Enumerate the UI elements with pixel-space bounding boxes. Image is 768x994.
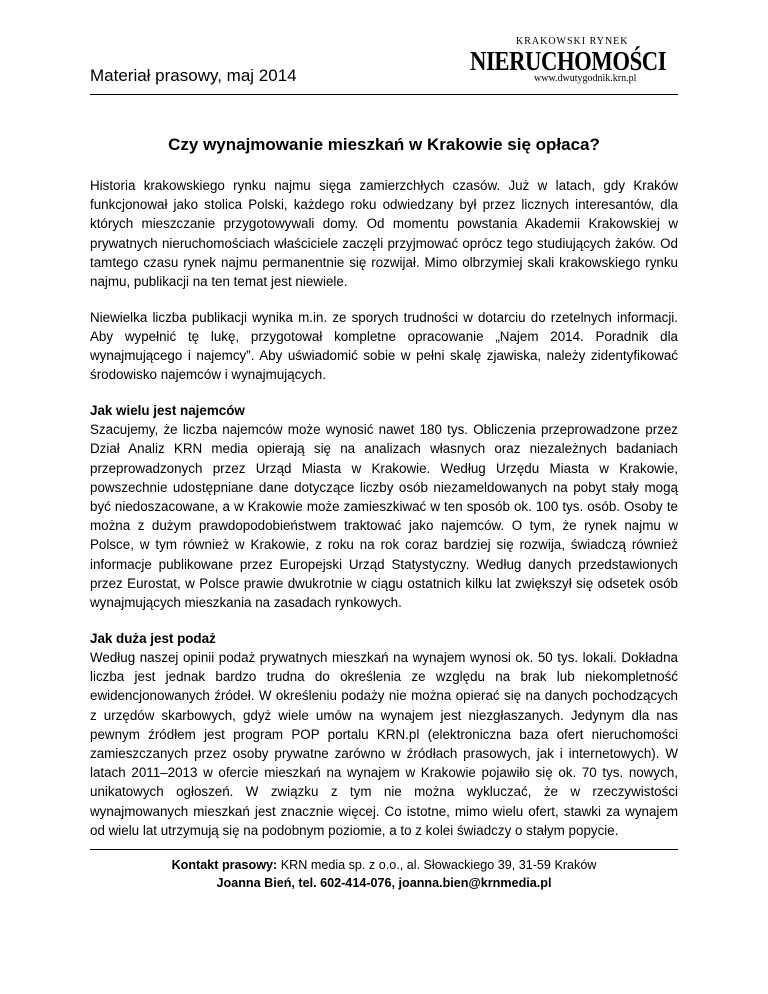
page-header xyxy=(90,36,678,95)
section-heading: Jak wielu jest najemców xyxy=(90,403,245,419)
krn-logo xyxy=(470,36,680,84)
logo-tagline: KRAKOWSKI RYNEK xyxy=(516,36,629,47)
section-text: Według naszej opinii podaż prywatnych mieszkań na wynajem wynosi ok. 50 tys. lokali. Dokładna liczba jest jednak bardzo trudna do określenia ze względu na brak lub niekompletność ewidencjonowanych źródeł. W określeniu podaży nie można opierać się na danych pochodzących z urzędów skarbowych, gdyż wiele umów na wynajem jest niezgłaszanych. Jedynym dla nas pewnym źródłem jest program POP portalu KRN.pl (elektroniczna baza ofert nieruchomości zamieszczanych przez osoby prywatne zarówno w źródłach prasowych, jak i internetowych). W latach 2011–2013 w ofercie mieszkań na wynajem w Krakowie pojawiło się ok. 70 tys. nowych, unikatowych ogłoszeń. W związku z tym nie można wykluczać, że w rzeczywistości wynajmowanych mieszkań jest znacznie więcej. Co istotne, mimo wielu ofert, stawki za wynajem od wielu lat utrzymują się na podobnym poziomie, a to z kolei świadczy o stałym popycie. xyxy=(90,649,678,838)
document-title: Czy wynajmowanie mieszkań w Krakowie się opłaca? xyxy=(168,135,600,154)
paragraph: Niewielka liczba publikacji wynika m.in. ze sporych trudności w dotarciu do rzetelnych informacji. Aby wypełnić tę lukę, przygotował kompletne opracowanie „Najem 2014. Poradnik dla wynajmującego i najemcy”. Aby uświadomić sobie w pełni skalę zjawiska, należy zidentyfikować środowisko najemców i wynajmujących. xyxy=(90,309,678,383)
logo-title: NIERUCHOMOŚCI xyxy=(470,46,667,76)
press-contact-footer xyxy=(90,849,678,892)
logo-url: www.dwutygodnik.krn.pl xyxy=(534,73,637,84)
contact-label: Kontakt prasowy: xyxy=(171,858,278,872)
section-text: Szacujemy, że liczba najemców może wynosić nawet 180 tys. Obliczenia przeprowadzone przez Dział Analiz KRN media opierają się na analizach własnych oraz niezależnych badaniach przeprowadzonych przez Urząd Miasta w Krakowie. Według Urzędu Miasta w Krakowie, powszechnie udostępniane dane dotyczące liczby osób niezameldowanych na pobyt stały mogą być niedoszacowane, a w Krakowie może zamieszkiwać w ten sposób ok. 100 tys. osób. Osoby te można z dużym prawdopodobieństwem traktować jako najemców. O tym, że rynek najmu w Polsce, w tym również w Krakowie, z roku na rok coraz bardziej się rozwija, świadczą również informacje publikowane przez Europejski Urząd Statystyczny. Według danych przedstawionych przez Eurostat, w Polsce prawie dwukrotnie w ciągu ostatnich kilku lat zwiększył się odsetek osób wynajmujących mieszkania na zasadach rynkowych. xyxy=(90,422,678,611)
contact-company: KRN media sp. z o.o., al. Słowackiego 39, 31-59 Kraków xyxy=(277,858,597,872)
press-release-date: Materiał prasowy, maj 2014 xyxy=(90,66,297,85)
section-heading: Jak duża jest podaż xyxy=(90,630,216,646)
contact-person-details: Joanna Bień, tel. 602-414-076, joanna.bien@krnmedia.pl xyxy=(216,876,552,890)
contact-person xyxy=(90,874,678,892)
contact-line xyxy=(90,856,678,874)
document-body xyxy=(90,176,678,857)
intro-paragraph: Historia krakowskiego rynku najmu sięga zamierzchłych czasów. Już w latach, gdy Kraków funkcjonował jako stolica Polski, każdego roku odwiedzany był przez licznych interesantów, dla których mieszczanie przygotowywali domy. Od momentu powstania Akademii Krakowskiej w prywatnych nieruchomościach właściciele zaczęli przyjmować oprócz tego studiujących żaków. Od tamtego czasu rynek najmu permanentnie się rozwijał. Mimo olbrzymiej skali krakowskiego rynku najmu, publikacji na ten temat jest niewiele. xyxy=(90,178,678,290)
